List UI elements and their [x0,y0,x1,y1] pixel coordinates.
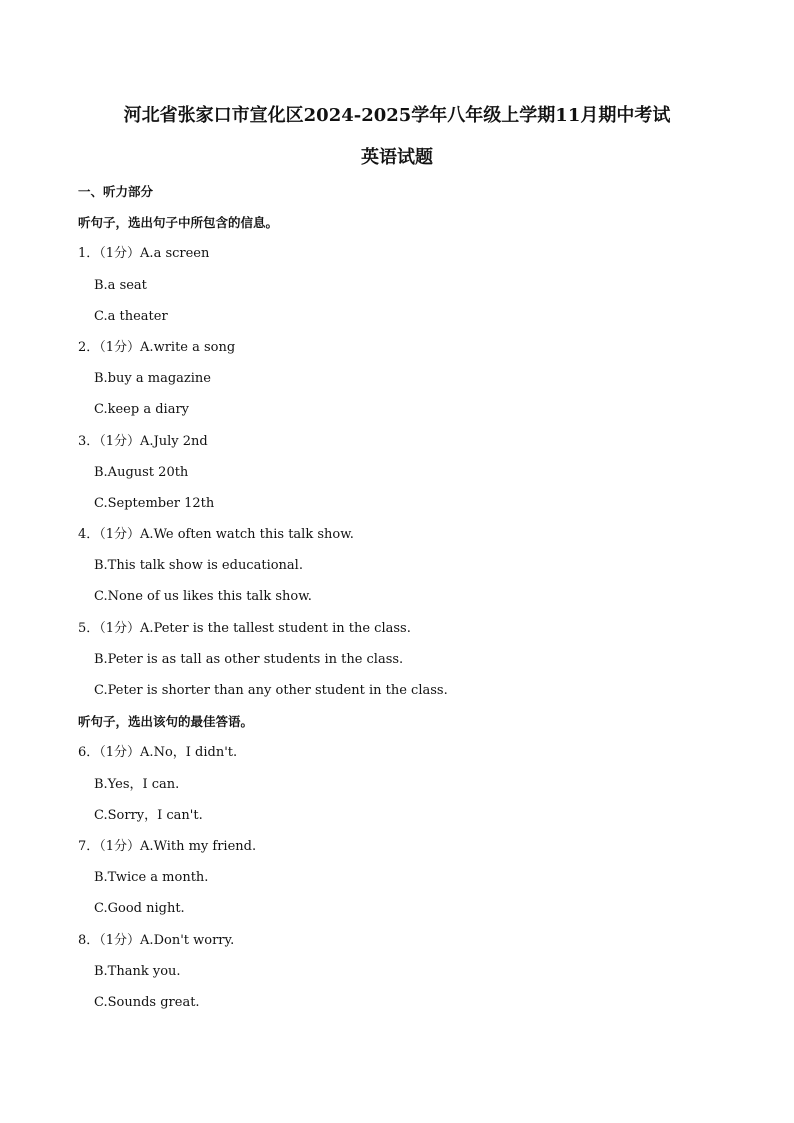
option-c: C.Sorry，I can't. [94,807,203,823]
question-number: 8．（1分） [78,932,141,948]
question-number: 4．（1分） [78,527,141,543]
option-c: C.None of us likes this talk show. [94,589,312,605]
part1-instruction: 听句子，选出句子中所包含的信息。 [78,215,279,231]
option-a: A.We often watch this talk show. [140,527,354,543]
option-b: B.Twice a month. [94,870,209,886]
option-a: A.With my friend. [140,838,257,854]
option-c: C.keep a diary [94,402,190,418]
option-b: B.Thank you. [94,963,181,979]
option-b: B.buy a magazine [94,371,211,387]
option-b: B.Yes，I can. [94,776,180,792]
option-a: A.Don't worry. [140,932,235,948]
question-number: 5．（1分） [78,620,141,636]
option-b: B.Peter is as tall as other students in the class. [94,651,404,667]
question-7 [78,836,738,867]
question-1 [78,243,738,274]
document-title: 河北省张家口市宣化区2024-2025学年八年级上学期11月期中考试 [123,105,671,126]
option-b: B.August 20th [94,464,189,480]
section-heading: 一、听力部分 [78,184,154,199]
option-a: A.Peter is the tallest student in the class. [140,620,411,636]
option-a: A.a screen [140,246,210,262]
option-c: C.September 12th [94,495,215,511]
question-5 [78,618,738,649]
question-3 [78,431,738,462]
question-number: 1．（1分） [78,246,141,262]
question-4 [78,524,738,555]
option-a: A.write a song [140,339,236,355]
option-c: C.a theater [94,308,168,324]
question-number: 6．（1分） [78,745,141,761]
option-c: C.Peter is shorter than any other student in the class. [94,683,448,698]
part2-instruction: 听句子，选出该句的最佳答语。 [78,714,254,730]
option-a: A.No，I didn't. [140,745,238,761]
exam-body [78,181,738,1023]
question-6 [78,742,738,773]
question-number: 3．（1分） [78,433,141,449]
document-subtitle: 英语试题 [361,147,433,168]
option-b: B.This talk show is educational. [94,558,303,574]
option-b: B.a seat [94,277,147,293]
question-2 [78,337,738,368]
question-number: 2．（1分） [78,339,141,355]
option-a: A.July 2nd [140,433,208,449]
option-c: C.Good night. [94,901,185,917]
question-number: 7．（1分） [78,838,141,854]
option-c: C.Sounds great. [94,994,200,1010]
question-8 [78,930,738,961]
